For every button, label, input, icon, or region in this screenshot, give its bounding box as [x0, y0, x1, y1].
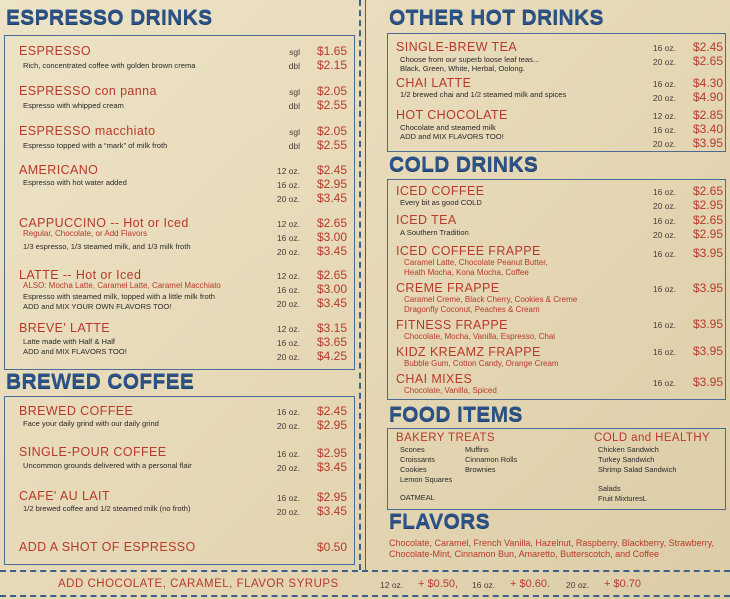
- chai-latte-desc: 1/2 brewed chai and 1/2 steamed milk and spices: [400, 90, 567, 99]
- espresso-size-1: sgl: [289, 47, 300, 57]
- breve-desc-2: ADD and MIX FLAVORS TOO!: [23, 347, 127, 356]
- chai-latte-name: CHAI LATTE: [396, 76, 472, 90]
- bakery-item: Cookies: [400, 465, 427, 474]
- iced-coffee-price-1: $2.65: [692, 184, 723, 198]
- creme-frappe-name: CREME FRAPPE: [396, 281, 500, 295]
- latte-size-1: 12 oz.: [276, 271, 300, 281]
- hot-chocolate-price-3: $3.95: [692, 136, 723, 150]
- cappuccino-price-3: $3.45: [316, 244, 347, 258]
- breve-price-3: $4.25: [316, 349, 347, 363]
- flavors-list-2: Chocolate-Mint, Cinnamon Bun, Amaretto, Butterscotch, and Coffee: [389, 549, 659, 559]
- breve-size-1: 12 oz.: [276, 324, 300, 334]
- espresso-shot-price: $0.50: [316, 540, 347, 554]
- iced-coffee-desc: Every bit as good COLD: [400, 198, 482, 207]
- fitness-frappe-size: 16 oz.: [652, 320, 676, 330]
- breve-name: BREVE' LATTE: [19, 321, 111, 335]
- fitness-frappe-name: FITNESS FRAPPE: [396, 318, 508, 332]
- au-lait-price-2: $3.45: [316, 504, 347, 518]
- single-pour-name: SINGLE-POUR COFFEE: [19, 445, 167, 459]
- bakery-item: Cinnamon Rolls: [465, 455, 518, 464]
- cappuccino-name: CAPPUCCINO -- Hot or Iced: [19, 216, 189, 230]
- iced-frappe-flavors: Caramel Latte, Chocolate Peanut Butter,: [404, 258, 548, 267]
- brewed-coffee-size-2: 20 oz.: [276, 421, 300, 431]
- espresso-shot-name: ADD A SHOT OF ESPRESSO: [19, 540, 196, 554]
- americano-size-1: 12 oz.: [276, 166, 300, 176]
- chai-latte-size-2: 20 oz.: [652, 93, 676, 103]
- macchiato-price-1: $2.05: [316, 124, 347, 138]
- au-lait-size-2: 20 oz.: [276, 507, 300, 517]
- single-pour-price-1: $2.95: [316, 446, 347, 460]
- section-food-items: FOOD ITEMS: [389, 403, 523, 426]
- latte-price-1: $2.65: [316, 268, 347, 282]
- hot-chocolate-price-1: $2.85: [692, 108, 723, 122]
- macchiato-size-2: dbl: [288, 141, 300, 151]
- iced-frappe-price: $3.95: [692, 246, 723, 260]
- chai-mixes-name: CHAI MIXES: [396, 372, 473, 386]
- macchiato-name: ESPRESSO macchiato: [19, 124, 156, 138]
- section-espresso-drinks: ESPRESSO DRINKS: [6, 6, 213, 29]
- hot-chocolate-size-2: 16 oz.: [652, 125, 676, 135]
- latte-price-2: $3.00: [316, 282, 347, 296]
- au-lait-price-1: $2.95: [316, 490, 347, 504]
- macchiato-price-2: $2.55: [316, 138, 347, 152]
- chai-latte-price-2: $4.90: [692, 90, 723, 104]
- section-flavors: FLAVORS: [389, 510, 490, 533]
- americano-name: AMERICANO: [19, 163, 99, 177]
- single-pour-size-2: 20 oz.: [276, 463, 300, 473]
- cold-food-item: Turkey Sandwich: [598, 455, 655, 464]
- hot-chocolate-size-1: 12 oz.: [652, 111, 676, 121]
- espresso-desc: Rich, concentrated coffee with golden brown crema: [23, 61, 196, 70]
- iced-coffee-size-1: 16 oz.: [652, 187, 676, 197]
- chai-mixes-size: 16 oz.: [652, 378, 676, 388]
- syrup-price-1: + $0.50,: [418, 578, 459, 590]
- bottom-edge-divider: [0, 595, 730, 597]
- conpanna-price-1: $2.05: [316, 84, 347, 98]
- bakery-title: BAKERY TREATS: [396, 432, 495, 444]
- espresso-name: ESPRESSO: [19, 44, 91, 58]
- conpanna-price-2: $2.55: [316, 98, 347, 112]
- fitness-frappe-price: $3.95: [692, 317, 723, 331]
- syrup-size-3: 20 oz.: [566, 580, 590, 590]
- conpanna-desc: Espresso with whipped cream: [23, 101, 124, 110]
- cappuccino-size-2: 16 oz.: [276, 233, 300, 243]
- syrups-label: ADD CHOCOLATE, CARAMEL, FLAVOR SYRUPS: [58, 578, 339, 590]
- syrup-size-1: 12 oz.: [380, 580, 404, 590]
- creme-frappe-flavors-2: Dragonfly Coconut, Peaches & Cream: [404, 305, 540, 314]
- latte-desc-2: ADD and MIX YOUR OWN FLAVORS TOO!: [23, 302, 172, 311]
- latte-size-3: 20 oz.: [276, 299, 300, 309]
- brewed-coffee-price-2: $2.95: [316, 418, 347, 432]
- iced-tea-name: ICED TEA: [396, 213, 457, 227]
- tea-price-1: $2.45: [692, 40, 723, 54]
- iced-coffee-price-2: $2.95: [692, 198, 723, 212]
- single-pour-price-2: $3.45: [316, 460, 347, 474]
- conpanna-size-2: dbl: [288, 101, 300, 111]
- iced-tea-desc: A Southern Tradition: [400, 228, 469, 237]
- fitness-frappe-flavors: Chocolate, Mocha, Vanilla, Espresso, Chai: [404, 332, 556, 341]
- single-pour-size-1: 16 oz.: [276, 449, 300, 459]
- macchiato-size-1: sgl: [289, 127, 300, 137]
- espresso-size-2: dbl: [288, 61, 300, 71]
- latte-desc: Espresso with steamed milk, topped with a little milk froth: [23, 292, 216, 301]
- iced-tea-price-2: $2.95: [692, 227, 723, 241]
- americano-price-1: $2.45: [316, 163, 347, 177]
- americano-size-2: 16 oz.: [276, 180, 300, 190]
- cappuccino-size-3: 20 oz.: [276, 247, 300, 257]
- brewed-coffee-name: BREWED COFFEE: [19, 404, 134, 418]
- latte-size-2: 16 oz.: [276, 285, 300, 295]
- hot-chocolate-price-2: $3.40: [692, 122, 723, 136]
- iced-tea-price-1: $2.65: [692, 213, 723, 227]
- breve-size-3: 20 oz.: [276, 352, 300, 362]
- section-other-hot-drinks: OTHER HOT DRINKS: [389, 6, 604, 29]
- bakery-item: Brownies: [465, 465, 496, 474]
- creme-frappe-size: 16 oz.: [652, 284, 676, 294]
- iced-tea-size-1: 16 oz.: [652, 216, 676, 226]
- tea-desc-2: Black, Green, White, Herbal, Oolong.: [400, 64, 525, 73]
- kidz-frappe-name: KIDZ KREAMZ FRAPPE: [396, 345, 541, 359]
- iced-frappe-flavors-2: Heath Mocha, Kona Mocha, Coffee: [404, 268, 529, 277]
- americano-price-3: $3.45: [316, 191, 347, 205]
- cold-food-item: Fruit MixturesL: [598, 494, 647, 503]
- column-divider: [359, 0, 366, 570]
- conpanna-size-1: sgl: [289, 87, 300, 97]
- au-lait-name: CAFE' AU LAIT: [19, 489, 110, 503]
- oatmeal-item: OATMEAL: [400, 493, 435, 502]
- iced-coffee-size-2: 20 oz.: [652, 201, 676, 211]
- syrup-price-2: + $0.60.: [510, 578, 551, 590]
- single-pour-desc: Uncommon grounds delivered with a personal flair: [23, 461, 192, 470]
- hot-chocolate-desc: Chocolate and steamed milk: [400, 123, 496, 132]
- breve-price-1: $3.15: [316, 321, 347, 335]
- iced-frappe-size: 16 oz.: [652, 249, 676, 259]
- hot-chocolate-name: HOT CHOCOLATE: [396, 108, 508, 122]
- brewed-coffee-desc: Face your daily grind with our daily grind: [23, 419, 159, 428]
- bakery-item: Scones: [400, 445, 425, 454]
- espresso-price-2: $2.15: [316, 58, 347, 72]
- tea-price-2: $2.65: [692, 54, 723, 68]
- brewed-coffee-price-1: $2.45: [316, 404, 347, 418]
- breve-size-2: 16 oz.: [276, 338, 300, 348]
- section-brewed-coffee: BREWED COFFEE: [6, 370, 195, 393]
- macchiato-desc: Espresso topped with a “mark” of milk froth: [23, 141, 168, 150]
- cappuccino-price-1: $2.65: [316, 216, 347, 230]
- cappuccino-options: Regular, Chocolate, or Add Flavors: [23, 229, 148, 238]
- chai-mixes-flavors: Chocolate, Vanilla, Spiced: [404, 386, 497, 395]
- tea-size-1: 16 oz.: [652, 43, 676, 53]
- bakery-item: Muffins: [465, 445, 489, 454]
- cappuccino-desc: 1/3 espresso, 1/3 steamed milk, and 1/3 milk froth: [23, 242, 191, 251]
- bakery-item: Croissants: [400, 455, 435, 464]
- cappuccino-size-1: 12 oz.: [276, 219, 300, 229]
- cold-food-item: Chicken Sandwich: [598, 445, 659, 454]
- iced-coffee-name: ICED COFFEE: [396, 184, 485, 198]
- breve-price-2: $3.65: [316, 335, 347, 349]
- chai-latte-price-1: $4.30: [692, 76, 723, 90]
- kidz-frappe-flavors: Bubble Gum, Cotton Candy, Orange Cream: [404, 359, 559, 368]
- hot-chocolate-desc-2: ADD and MIX FLAVORS TOO!: [400, 132, 504, 141]
- iced-frappe-name: ICED COFFEE FRAPPE: [396, 244, 541, 258]
- tea-size-2: 20 oz.: [652, 57, 676, 67]
- tea-name: SINGLE-BREW TEA: [396, 40, 518, 54]
- cold-food-item: Salads: [598, 484, 621, 493]
- kidz-frappe-size: 16 oz.: [652, 347, 676, 357]
- iced-tea-size-2: 20 oz.: [652, 230, 676, 240]
- hot-chocolate-size-3: 20 oz.: [652, 139, 676, 149]
- kidz-frappe-price: $3.95: [692, 344, 723, 358]
- chai-mixes-price: $3.95: [692, 375, 723, 389]
- cappuccino-price-2: $3.00: [316, 230, 347, 244]
- creme-frappe-flavors: Caramel Creme, Black Cherry, Cookies & Creme: [404, 295, 578, 304]
- brewed-coffee-size-1: 16 oz.: [276, 407, 300, 417]
- americano-price-2: $2.95: [316, 177, 347, 191]
- latte-price-3: $3.45: [316, 296, 347, 310]
- latte-options: ALSO: Mocha Latte, Caramel Latte, Caramel Macchiato: [23, 281, 221, 290]
- au-lait-size-1: 16 oz.: [276, 493, 300, 503]
- bottom-divider: [0, 570, 730, 572]
- syrup-size-2: 16 oz.: [472, 580, 496, 590]
- section-cold-drinks: COLD DRINKS: [389, 153, 539, 176]
- cold-healthy-title: COLD and HEALTHY: [594, 432, 711, 444]
- cold-food-item: Shrimp Salad Sandwich: [598, 465, 677, 474]
- creme-frappe-price: $3.95: [692, 281, 723, 295]
- breve-desc: Latte made with Half & Half: [23, 337, 116, 346]
- au-lait-desc: 1/2 brewed coffee and 1/2 steamed milk (no froth): [23, 504, 191, 513]
- americano-size-3: 20 oz.: [276, 194, 300, 204]
- chai-latte-size-1: 16 oz.: [652, 79, 676, 89]
- espresso-price-1: $1.65: [316, 44, 347, 58]
- americano-desc: Espresso with hot water added: [23, 178, 127, 187]
- tea-desc: Choose from our superb loose leaf teas...: [400, 55, 540, 64]
- flavors-list: Chocolate, Caramel, French Vanilla, Hazelnut, Raspberry, Blackberry, Strawberry,: [389, 538, 714, 548]
- bakery-item: Lemon Squares: [400, 475, 453, 484]
- syrup-price-3: + $0.70: [604, 578, 642, 590]
- latte-name: LATTE -- Hot or Iced: [19, 268, 142, 282]
- conpanna-name: ESPRESSO con panna: [19, 84, 157, 98]
